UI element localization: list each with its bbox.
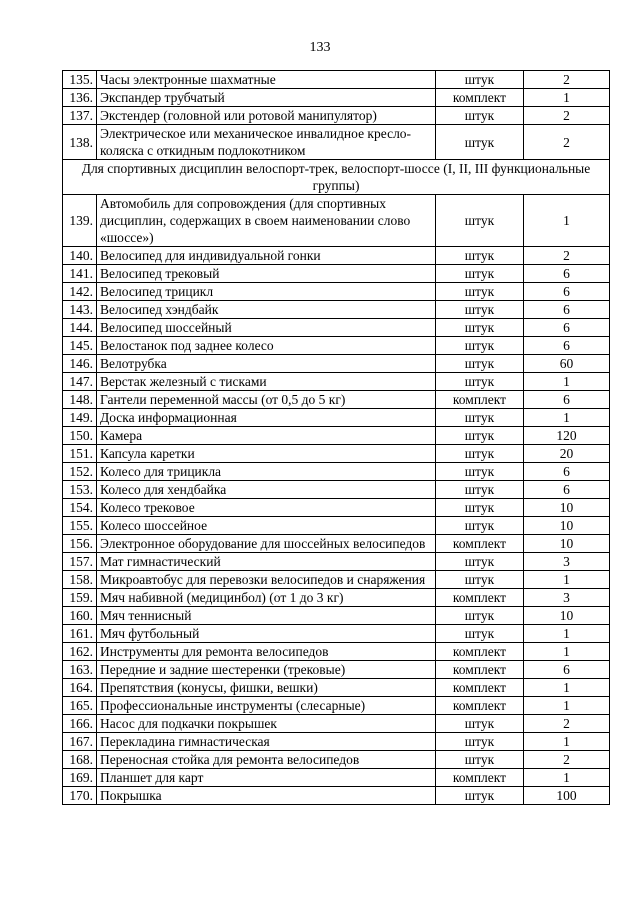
table-row [63, 697, 610, 715]
item-quantity: 6 [524, 661, 610, 679]
item-unit: штук [436, 427, 524, 445]
row-number: 152. [63, 463, 97, 481]
item-unit: штук [436, 625, 524, 643]
item-name: Препятствия (конусы, фишки, вешки) [97, 679, 436, 697]
item-unit: штук [436, 463, 524, 481]
row-number: 155. [63, 517, 97, 535]
item-quantity: 120 [524, 427, 610, 445]
table-row [63, 787, 610, 805]
item-name: Мяч теннисный [97, 607, 436, 625]
item-quantity: 1 [524, 733, 610, 751]
table-row [63, 679, 610, 697]
item-unit: комплект [436, 391, 524, 409]
item-quantity: 20 [524, 445, 610, 463]
row-number: 146. [63, 355, 97, 373]
table-row [63, 517, 610, 535]
row-number: 145. [63, 337, 97, 355]
item-quantity: 1 [524, 409, 610, 427]
item-quantity: 1 [524, 769, 610, 787]
item-name: Капсула каретки [97, 445, 436, 463]
row-number: 154. [63, 499, 97, 517]
item-quantity: 100 [524, 787, 610, 805]
item-unit: штук [436, 247, 524, 265]
item-unit: штук [436, 265, 524, 283]
item-name: Покрышка [97, 787, 436, 805]
table-row [63, 373, 610, 391]
row-number: 157. [63, 553, 97, 571]
item-unit: штук [436, 107, 524, 125]
table-row [63, 195, 610, 247]
item-name: Колесо для хендбайка [97, 481, 436, 499]
table-row [63, 319, 610, 337]
item-unit: комплект [436, 535, 524, 553]
table-row [63, 71, 610, 89]
item-name: Велостанок под заднее колесо [97, 337, 436, 355]
item-quantity: 10 [524, 517, 610, 535]
row-number: 164. [63, 679, 97, 697]
row-number: 170. [63, 787, 97, 805]
table-row [63, 625, 610, 643]
item-name: Мяч футбольный [97, 625, 436, 643]
item-quantity: 2 [524, 715, 610, 733]
item-name: Камера [97, 427, 436, 445]
item-name: Велосипед шоссейный [97, 319, 436, 337]
item-unit: штук [436, 195, 524, 247]
table-row [63, 337, 610, 355]
item-name: Велосипед трицикл [97, 283, 436, 301]
table-row [63, 391, 610, 409]
item-unit: штук [436, 319, 524, 337]
page-number: 133 [309, 40, 331, 55]
item-quantity: 3 [524, 589, 610, 607]
item-unit: штук [436, 445, 524, 463]
item-unit: штук [436, 409, 524, 427]
item-name: Гантели переменной массы (от 0,5 до 5 кг) [97, 391, 436, 409]
row-number: 136. [63, 89, 97, 107]
item-name: Колесо для трицикла [97, 463, 436, 481]
row-number: 168. [63, 751, 97, 769]
item-quantity: 1 [524, 697, 610, 715]
item-name: Передние и задние шестеренки (трековые) [97, 661, 436, 679]
row-number: 149. [63, 409, 97, 427]
table-row [63, 125, 610, 160]
row-number: 143. [63, 301, 97, 319]
item-unit: комплект [436, 589, 524, 607]
row-number: 166. [63, 715, 97, 733]
table-row [63, 247, 610, 265]
table-row [63, 89, 610, 107]
table-row [63, 107, 610, 125]
item-name: Электронное оборудование для шоссейных велосипедов [97, 535, 436, 553]
table-row [63, 769, 610, 787]
equipment-table [62, 70, 610, 805]
row-number: 162. [63, 643, 97, 661]
item-quantity: 1 [524, 195, 610, 247]
item-unit: штук [436, 301, 524, 319]
item-name: Верстак железный с тисками [97, 373, 436, 391]
item-quantity: 10 [524, 607, 610, 625]
item-name: Колесо трековое [97, 499, 436, 517]
row-number: 147. [63, 373, 97, 391]
table-row [63, 463, 610, 481]
table-row [63, 301, 610, 319]
row-number: 159. [63, 589, 97, 607]
item-name: Мат гимнастический [97, 553, 436, 571]
row-number: 139. [63, 195, 97, 247]
item-unit: штук [436, 283, 524, 301]
item-name: Часы электронные шахматные [97, 71, 436, 89]
item-quantity: 2 [524, 751, 610, 769]
table-row [63, 553, 610, 571]
item-unit: штук [436, 337, 524, 355]
row-number: 135. [63, 71, 97, 89]
row-number: 156. [63, 535, 97, 553]
table-row [63, 661, 610, 679]
item-quantity: 6 [524, 265, 610, 283]
table-row [63, 733, 610, 751]
table-row [63, 751, 610, 769]
item-unit: штук [436, 715, 524, 733]
item-quantity: 6 [524, 463, 610, 481]
equipment-table-body [63, 71, 610, 805]
item-unit: штук [436, 553, 524, 571]
row-number: 137. [63, 107, 97, 125]
item-unit: штук [436, 607, 524, 625]
item-quantity: 1 [524, 679, 610, 697]
item-quantity: 3 [524, 553, 610, 571]
item-quantity: 2 [524, 247, 610, 265]
row-number: 165. [63, 697, 97, 715]
item-name: Микроавтобус для перевозки велосипедов и снаряжения [97, 571, 436, 589]
table-row [63, 355, 610, 373]
item-name: Перекладина гимнастическая [97, 733, 436, 751]
row-number: 167. [63, 733, 97, 751]
table-row [63, 409, 610, 427]
item-unit: комплект [436, 643, 524, 661]
table-row [63, 643, 610, 661]
item-unit: комплект [436, 89, 524, 107]
item-quantity: 1 [524, 571, 610, 589]
item-name: Автомобиль для сопровождения (для спортивных дисциплин, содержащих в своем наименовании слово «шоссе») [97, 195, 436, 247]
table-row [63, 607, 610, 625]
item-quantity: 1 [524, 625, 610, 643]
item-unit: штук [436, 733, 524, 751]
item-unit: комплект [436, 661, 524, 679]
item-unit: штук [436, 499, 524, 517]
row-number: 144. [63, 319, 97, 337]
item-name: Профессиональные инструменты (слесарные) [97, 697, 436, 715]
item-name: Колесо шоссейное [97, 517, 436, 535]
table-row [63, 571, 610, 589]
row-number: 169. [63, 769, 97, 787]
item-name: Переносная стойка для ремонта велосипедов [97, 751, 436, 769]
row-number: 148. [63, 391, 97, 409]
table-row [63, 427, 610, 445]
item-quantity: 1 [524, 373, 610, 391]
item-name: Велосипед трековый [97, 265, 436, 283]
item-quantity: 6 [524, 391, 610, 409]
section-header-row [63, 160, 610, 195]
item-name: Велосипед для индивидуальной гонки [97, 247, 436, 265]
row-number: 160. [63, 607, 97, 625]
item-quantity: 10 [524, 535, 610, 553]
row-number: 150. [63, 427, 97, 445]
item-name: Инструменты для ремонта велосипедов [97, 643, 436, 661]
item-unit: комплект [436, 769, 524, 787]
row-number: 142. [63, 283, 97, 301]
row-number: 163. [63, 661, 97, 679]
table-row [63, 535, 610, 553]
item-unit: штук [436, 517, 524, 535]
item-name: Насос для подкачки покрышек [97, 715, 436, 733]
item-name: Экстендер (головной или ротовой манипулятор) [97, 107, 436, 125]
item-quantity: 6 [524, 319, 610, 337]
item-quantity: 6 [524, 283, 610, 301]
item-quantity: 10 [524, 499, 610, 517]
item-unit: штук [436, 373, 524, 391]
item-quantity: 2 [524, 71, 610, 89]
item-unit: штук [436, 787, 524, 805]
table-row [63, 445, 610, 463]
row-number: 161. [63, 625, 97, 643]
row-number: 140. [63, 247, 97, 265]
item-quantity: 1 [524, 643, 610, 661]
row-number: 153. [63, 481, 97, 499]
table-row [63, 481, 610, 499]
table-row [63, 283, 610, 301]
item-name: Велосипед хэндбайк [97, 301, 436, 319]
item-unit: штук [436, 751, 524, 769]
item-quantity: 6 [524, 481, 610, 499]
item-quantity: 60 [524, 355, 610, 373]
section-header: Для спортивных дисциплин велоспорт-трек, велоспорт-шоссе (I, II, III функциональные группы) [63, 160, 610, 195]
row-number: 141. [63, 265, 97, 283]
item-name: Велотрубка [97, 355, 436, 373]
table-row [63, 589, 610, 607]
item-quantity: 1 [524, 89, 610, 107]
item-unit: штук [436, 125, 524, 160]
item-quantity: 2 [524, 107, 610, 125]
item-unit: комплект [436, 697, 524, 715]
row-number: 138. [63, 125, 97, 160]
item-unit: штук [436, 571, 524, 589]
table-row [63, 499, 610, 517]
item-unit: штук [436, 71, 524, 89]
item-quantity: 6 [524, 337, 610, 355]
item-name: Электрическое или механическое инвалидное кресло-коляска с откидным подлокотником [97, 125, 436, 160]
table-row [63, 715, 610, 733]
item-name: Экспандер трубчатый [97, 89, 436, 107]
row-number: 151. [63, 445, 97, 463]
item-quantity: 6 [524, 301, 610, 319]
item-unit: комплект [436, 679, 524, 697]
item-unit: штук [436, 355, 524, 373]
table-row [63, 265, 610, 283]
item-unit: штук [436, 481, 524, 499]
item-name: Доска информационная [97, 409, 436, 427]
row-number: 158. [63, 571, 97, 589]
item-name: Планшет для карт [97, 769, 436, 787]
item-name: Мяч набивной (медицинбол) (от 1 до 3 кг) [97, 589, 436, 607]
item-quantity: 2 [524, 125, 610, 160]
